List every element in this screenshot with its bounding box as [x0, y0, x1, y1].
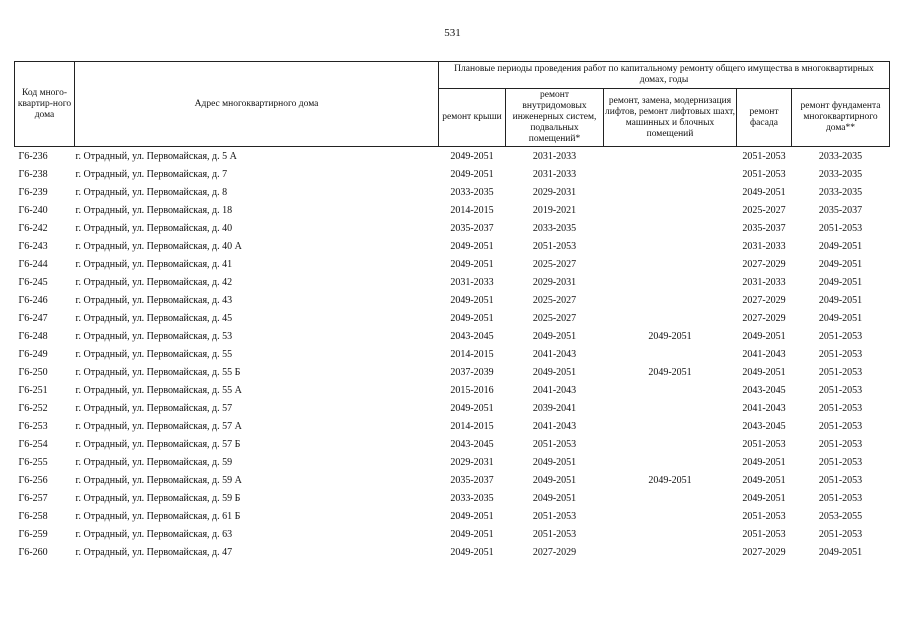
row-code: Г6-239: [18, 186, 48, 198]
row-foundation: 2051-2053: [818, 330, 863, 342]
row-code: Г6-254: [18, 438, 48, 450]
row-lifts: [604, 165, 737, 183]
row-code: Г6-255: [18, 456, 48, 468]
row-address: г. Отрадный, ул. Первомайская, д. 5 А: [75, 150, 237, 162]
table-row: [15, 543, 890, 561]
row-address: г. Отрадный, ул. Первомайская, д. 7: [75, 168, 228, 180]
row-roof: 2049-2051: [450, 150, 494, 162]
row-code: Г6-256: [18, 474, 48, 486]
row-address: г. Отрадный, ул. Первомайская, д. 55 А: [75, 384, 242, 396]
row-address: г. Отрадный, ул. Первомайская, д. 57 Б: [75, 438, 241, 450]
row-facade: 2031-2033: [742, 240, 786, 252]
row-lifts: [604, 219, 737, 237]
row-engineering: 2041-2043: [532, 384, 577, 396]
row-foundation: 2049-2051: [818, 312, 863, 324]
row-engineering: 2051-2053: [532, 240, 577, 252]
row-address: г. Отрадный, ул. Первомайская, д. 8: [75, 186, 228, 198]
row-code: Г6-246: [18, 294, 48, 306]
row-facade: 2049-2051: [742, 366, 786, 378]
row-foundation: 2051-2053: [818, 456, 863, 468]
row-lifts: 2049-2051: [648, 366, 692, 378]
table-row: [15, 363, 890, 381]
row-lifts: [604, 345, 737, 363]
row-facade: 2049-2051: [742, 474, 786, 486]
row-lifts: [604, 291, 737, 309]
row-facade: 2027-2029: [742, 312, 786, 324]
row-address: г. Отрадный, ул. Первомайская, д. 55 Б: [75, 366, 241, 378]
header-foundation: ремонт фундамента многоквартирного дома**: [792, 89, 890, 147]
row-facade: 2035-2037: [742, 222, 786, 234]
row-lifts: [604, 381, 737, 399]
row-engineering: 2025-2027: [532, 258, 577, 270]
table-row: [15, 309, 890, 327]
table-row: [15, 453, 890, 471]
row-code: Г6-240: [18, 204, 48, 216]
row-engineering: 2025-2027: [532, 312, 577, 324]
header-facade: ремонт фасада: [737, 89, 792, 147]
row-roof: 2049-2051: [450, 168, 494, 180]
row-roof: 2049-2051: [450, 312, 494, 324]
row-address: г. Отрадный, ул. Первомайская, д. 47: [75, 546, 233, 558]
row-code: Г6-243: [18, 240, 48, 252]
row-roof: 2031-2033: [450, 276, 494, 288]
table-row: [15, 345, 890, 363]
row-code: Г6-250: [18, 366, 48, 378]
row-lifts: [604, 417, 737, 435]
row-facade: 2043-2045: [742, 420, 786, 432]
row-code: Г6-238: [18, 168, 48, 180]
row-foundation: 2049-2051: [818, 258, 863, 270]
row-roof: 2033-2035: [450, 492, 494, 504]
row-facade: 2049-2051: [742, 456, 786, 468]
row-address: г. Отрадный, ул. Первомайская, д. 45: [75, 312, 233, 324]
row-address: г. Отрадный, ул. Первомайская, д. 40: [75, 222, 233, 234]
row-lifts: [604, 183, 737, 201]
row-code: Г6-257: [18, 492, 48, 504]
row-address: г. Отрадный, ул. Первомайская, д. 57 А: [75, 420, 242, 432]
row-roof: 2049-2051: [450, 510, 494, 522]
row-facade: 2049-2051: [742, 186, 786, 198]
row-engineering: 2049-2051: [532, 330, 577, 342]
table-row: [15, 435, 890, 453]
row-foundation: 2051-2053: [818, 492, 863, 504]
row-address: г. Отрадный, ул. Первомайская, д. 42: [75, 276, 233, 288]
row-foundation: 2033-2035: [818, 150, 863, 162]
row-facade: 2031-2033: [742, 276, 786, 288]
row-facade: 2051-2053: [742, 510, 786, 522]
row-facade: 2027-2029: [742, 258, 786, 270]
table-row: [15, 417, 890, 435]
row-facade: 2041-2043: [742, 402, 786, 414]
row-lifts: [604, 237, 737, 255]
row-facade: 2051-2053: [742, 168, 786, 180]
row-code: Г6-247: [18, 312, 48, 324]
row-engineering: 2051-2053: [532, 528, 577, 540]
row-lifts: [604, 399, 737, 417]
table-row: [15, 237, 890, 255]
table-row: [15, 507, 890, 525]
row-foundation: 2051-2053: [818, 222, 863, 234]
table-row: [15, 327, 890, 345]
row-roof: 2043-2045: [450, 330, 494, 342]
row-code: Г6-253: [18, 420, 48, 432]
row-facade: 2051-2053: [742, 150, 786, 162]
row-lifts: [604, 435, 737, 453]
row-engineering: 2051-2053: [532, 438, 577, 450]
row-engineering: 2049-2051: [532, 474, 577, 486]
header-address: Адрес многоквартирного дома: [75, 62, 439, 147]
table-row: [15, 183, 890, 201]
row-lifts: [604, 309, 737, 327]
row-code: Г6-245: [18, 276, 48, 288]
table-row: [15, 255, 890, 273]
row-foundation: 2051-2053: [818, 474, 863, 486]
row-code: Г6-251: [18, 384, 48, 396]
row-engineering: 2029-2031: [532, 276, 577, 288]
row-roof: 2035-2037: [450, 474, 494, 486]
row-lifts: [604, 543, 737, 561]
row-roof: 2014-2015: [450, 204, 494, 216]
row-foundation: 2051-2053: [818, 528, 863, 540]
row-foundation: 2049-2051: [818, 294, 863, 306]
row-roof: 2015-2016: [450, 384, 494, 396]
row-address: г. Отрадный, ул. Первомайская, д. 57: [75, 402, 233, 414]
row-foundation: 2049-2051: [818, 240, 863, 252]
row-facade: 2049-2051: [742, 330, 786, 342]
row-address: г. Отрадный, ул. Первомайская, д. 41: [75, 258, 233, 270]
row-engineering: 2049-2051: [532, 456, 577, 468]
table-row: [15, 201, 890, 219]
table-row: [15, 219, 890, 237]
row-code: Г6-244: [18, 258, 48, 270]
row-foundation: 2051-2053: [818, 402, 863, 414]
table-header: [15, 62, 890, 147]
row-code: Г6-242: [18, 222, 48, 234]
row-foundation: 2051-2053: [818, 438, 863, 450]
table-row: [15, 381, 890, 399]
header-engineering: ремонт внутридомовых инженерных систем, подвальных помещений*: [506, 89, 604, 147]
page-number: 531: [444, 27, 461, 39]
row-foundation: 2051-2053: [818, 384, 863, 396]
row-roof: 2049-2051: [450, 528, 494, 540]
row-lifts: [604, 489, 737, 507]
row-address: г. Отрадный, ул. Первомайская, д. 55: [75, 348, 233, 360]
row-address: г. Отрадный, ул. Первомайская, д. 53: [75, 330, 233, 342]
row-foundation: 2053-2055: [818, 510, 863, 522]
row-foundation: 2035-2037: [818, 204, 863, 216]
row-lifts: [604, 273, 737, 291]
table-row: [15, 165, 890, 183]
row-address: г. Отрадный, ул. Первомайская, д. 43: [75, 294, 233, 306]
row-lifts: [604, 453, 737, 471]
row-foundation: 2049-2051: [818, 546, 863, 558]
row-address: г. Отрадный, ул. Первомайская, д. 61 Б: [75, 510, 241, 522]
row-engineering: 2019-2021: [532, 204, 577, 216]
row-engineering: 2025-2027: [532, 294, 577, 306]
row-facade: 2051-2053: [742, 528, 786, 540]
row-code: Г6-258: [18, 510, 48, 522]
row-engineering: 2041-2043: [532, 420, 577, 432]
row-foundation: 2051-2053: [818, 420, 863, 432]
row-lifts: [604, 201, 737, 219]
header-periods-group: Плановые периоды проведения работ по капитальному ремонту общего имущества в многоквартирных домах, годы: [439, 62, 890, 89]
table-row: [15, 525, 890, 543]
row-foundation: 2051-2053: [818, 366, 863, 378]
row-engineering: 2051-2053: [532, 510, 577, 522]
row-roof: 2049-2051: [450, 240, 494, 252]
row-facade: 2043-2045: [742, 384, 786, 396]
row-address: г. Отрадный, ул. Первомайская, д. 18: [75, 204, 233, 216]
row-roof: 2014-2015: [450, 348, 494, 360]
header-code: Код много-квартир-ного дома: [15, 62, 75, 147]
row-address: г. Отрадный, ул. Первомайская, д. 40 А: [75, 240, 242, 252]
table-row: [15, 471, 890, 489]
row-engineering: 2029-2031: [532, 186, 577, 198]
row-engineering: 2049-2051: [532, 492, 577, 504]
row-foundation: 2051-2053: [818, 348, 863, 360]
row-address: г. Отрадный, ул. Первомайская, д. 59 А: [75, 474, 242, 486]
row-foundation: 2033-2035: [818, 186, 863, 198]
row-roof: 2049-2051: [450, 258, 494, 270]
row-facade: 2027-2029: [742, 546, 786, 558]
row-engineering: 2033-2035: [532, 222, 577, 234]
row-code: Г6-236: [18, 150, 48, 162]
row-address: г. Отрадный, ул. Первомайская, д. 59: [75, 456, 233, 468]
row-foundation: 2049-2051: [818, 276, 863, 288]
row-engineering: 2041-2043: [532, 348, 577, 360]
row-roof: 2049-2051: [450, 546, 494, 558]
row-lifts: [604, 525, 737, 543]
table-body: [15, 147, 890, 562]
row-foundation: 2033-2035: [818, 168, 863, 180]
row-lifts: 2049-2051: [648, 474, 692, 486]
row-engineering: 2039-2041: [532, 402, 577, 414]
table-row: [15, 273, 890, 291]
row-lifts: [604, 255, 737, 273]
header-lifts: ремонт, замена, модернизация лифтов, ремонт лифтовых шахт, машинных и блочных помещений: [604, 89, 737, 147]
row-code: Г6-260: [18, 546, 48, 558]
row-roof: 2043-2045: [450, 438, 494, 450]
row-roof: 2037-2039: [450, 366, 494, 378]
row-roof: 2033-2035: [450, 186, 494, 198]
table-row: [15, 399, 890, 417]
row-facade: 2025-2027: [742, 204, 786, 216]
row-code: Г6-259: [18, 528, 48, 540]
row-engineering: 2027-2029: [532, 546, 577, 558]
row-roof: 2049-2051: [450, 294, 494, 306]
row-engineering: 2031-2033: [532, 150, 577, 162]
table-row: [15, 147, 890, 166]
row-address: г. Отрадный, ул. Первомайская, д. 63: [75, 528, 233, 540]
row-facade: 2051-2053: [742, 438, 786, 450]
row-lifts: 2049-2051: [648, 330, 692, 342]
row-address: г. Отрадный, ул. Первомайская, д. 59 Б: [75, 492, 241, 504]
row-facade: 2049-2051: [742, 492, 786, 504]
row-facade: 2027-2029: [742, 294, 786, 306]
row-lifts: [604, 147, 737, 166]
row-engineering: 2049-2051: [532, 366, 577, 378]
row-engineering: 2031-2033: [532, 168, 577, 180]
row-lifts: [604, 507, 737, 525]
row-roof: 2014-2015: [450, 420, 494, 432]
header-roof: ремонт крыши: [439, 89, 506, 147]
row-code: Г6-252: [18, 402, 48, 414]
row-roof: 2035-2037: [450, 222, 494, 234]
table-row: [15, 291, 890, 309]
row-facade: 2041-2043: [742, 348, 786, 360]
capital-repair-table: [14, 61, 890, 561]
row-code: Г6-248: [18, 330, 48, 342]
table-row: [15, 489, 890, 507]
row-roof: 2049-2051: [450, 402, 494, 414]
row-roof: 2029-2031: [450, 456, 494, 468]
row-code: Г6-249: [18, 348, 48, 360]
